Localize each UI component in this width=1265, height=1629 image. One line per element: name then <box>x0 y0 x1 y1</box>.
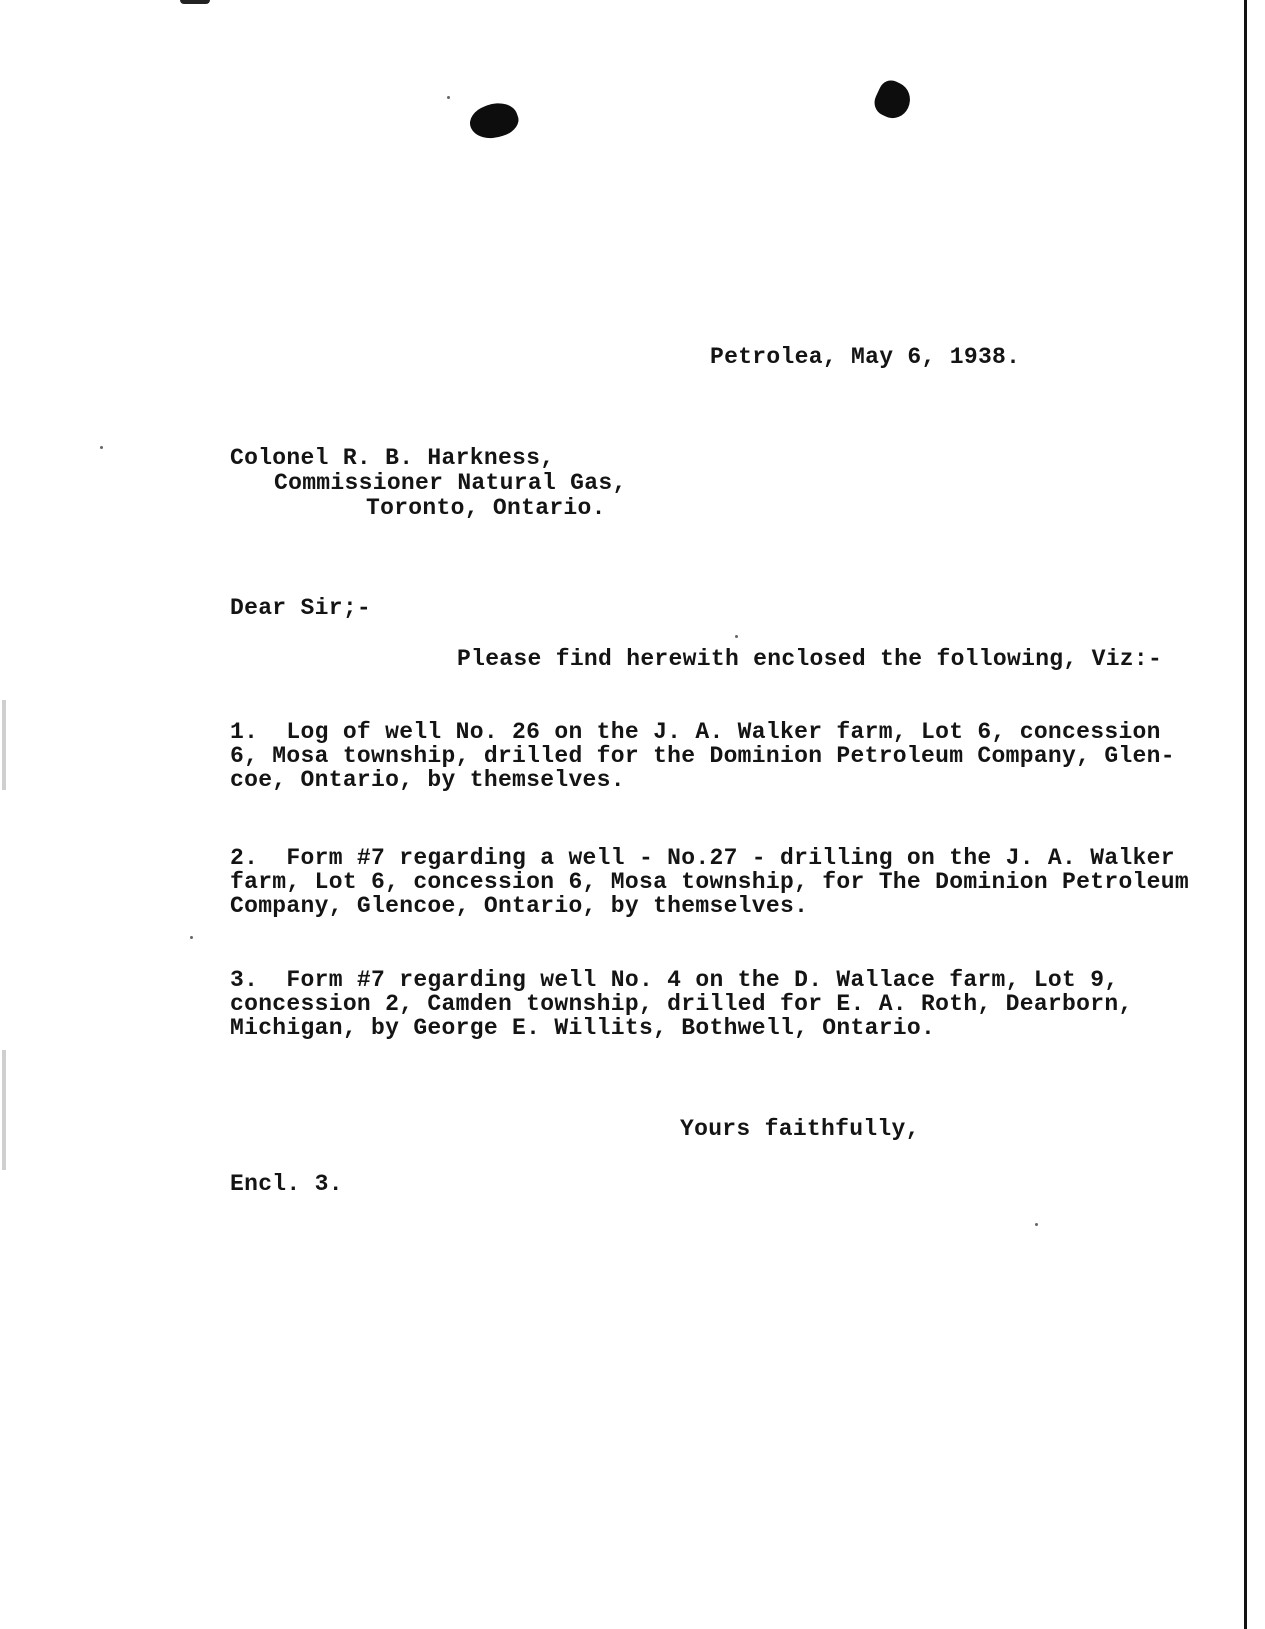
salutation: Dear Sir;- <box>230 595 372 621</box>
recipient-title: Commissioner Natural Gas, <box>274 470 627 496</box>
punch-hole-right <box>870 77 916 124</box>
scan-speck <box>1035 1223 1038 1226</box>
scan-edge-line <box>1244 0 1247 1629</box>
letter-date: Petrolea, May 6, 1938. <box>710 344 1021 370</box>
scan-edge-shadow <box>2 700 6 790</box>
recipient-location: Toronto, Ontario. <box>366 495 606 521</box>
item-2-line: farm, Lot 6, concession 6, Mosa township, for The Dominion Petroleum <box>230 869 1189 895</box>
item-1-line: coe, Ontario, by themselves. <box>230 767 625 793</box>
item-2-line: Company, Glencoe, Ontario, by themselves. <box>230 893 809 919</box>
item-1-line: 6, Mosa township, drilled for the Dominion Petroleum Company, Glen- <box>230 743 1175 769</box>
scan-speck <box>735 635 738 638</box>
closing: Yours faithfully, <box>680 1116 920 1142</box>
intro-line: Please find herewith enclosed the following, Viz:- <box>457 646 1163 672</box>
scan-edge-mark <box>180 0 210 4</box>
scan-speck <box>100 446 103 449</box>
scan-edge-shadow <box>2 1050 6 1170</box>
enclosure-note: Encl. 3. <box>230 1171 343 1197</box>
punch-hole-left <box>466 97 523 145</box>
item-3-line: Michigan, by George E. Willits, Bothwell, Ontario. <box>230 1015 936 1041</box>
scan-speck <box>447 96 450 99</box>
item-2-line: 2. Form #7 regarding a well - No.27 - drilling on the J. A. Walker <box>230 845 1175 871</box>
recipient-name: Colonel R. B. Harkness, <box>230 445 555 471</box>
item-1-line: 1. Log of well No. 26 on the J. A. Walker farm, Lot 6, concession <box>230 719 1161 745</box>
scan-speck <box>190 936 193 939</box>
item-3-line: concession 2, Camden township, drilled for E. A. Roth, Dearborn, <box>230 991 1133 1017</box>
item-3-line: 3. Form #7 regarding well No. 4 on the D. Wallace farm, Lot 9, <box>230 967 1119 993</box>
